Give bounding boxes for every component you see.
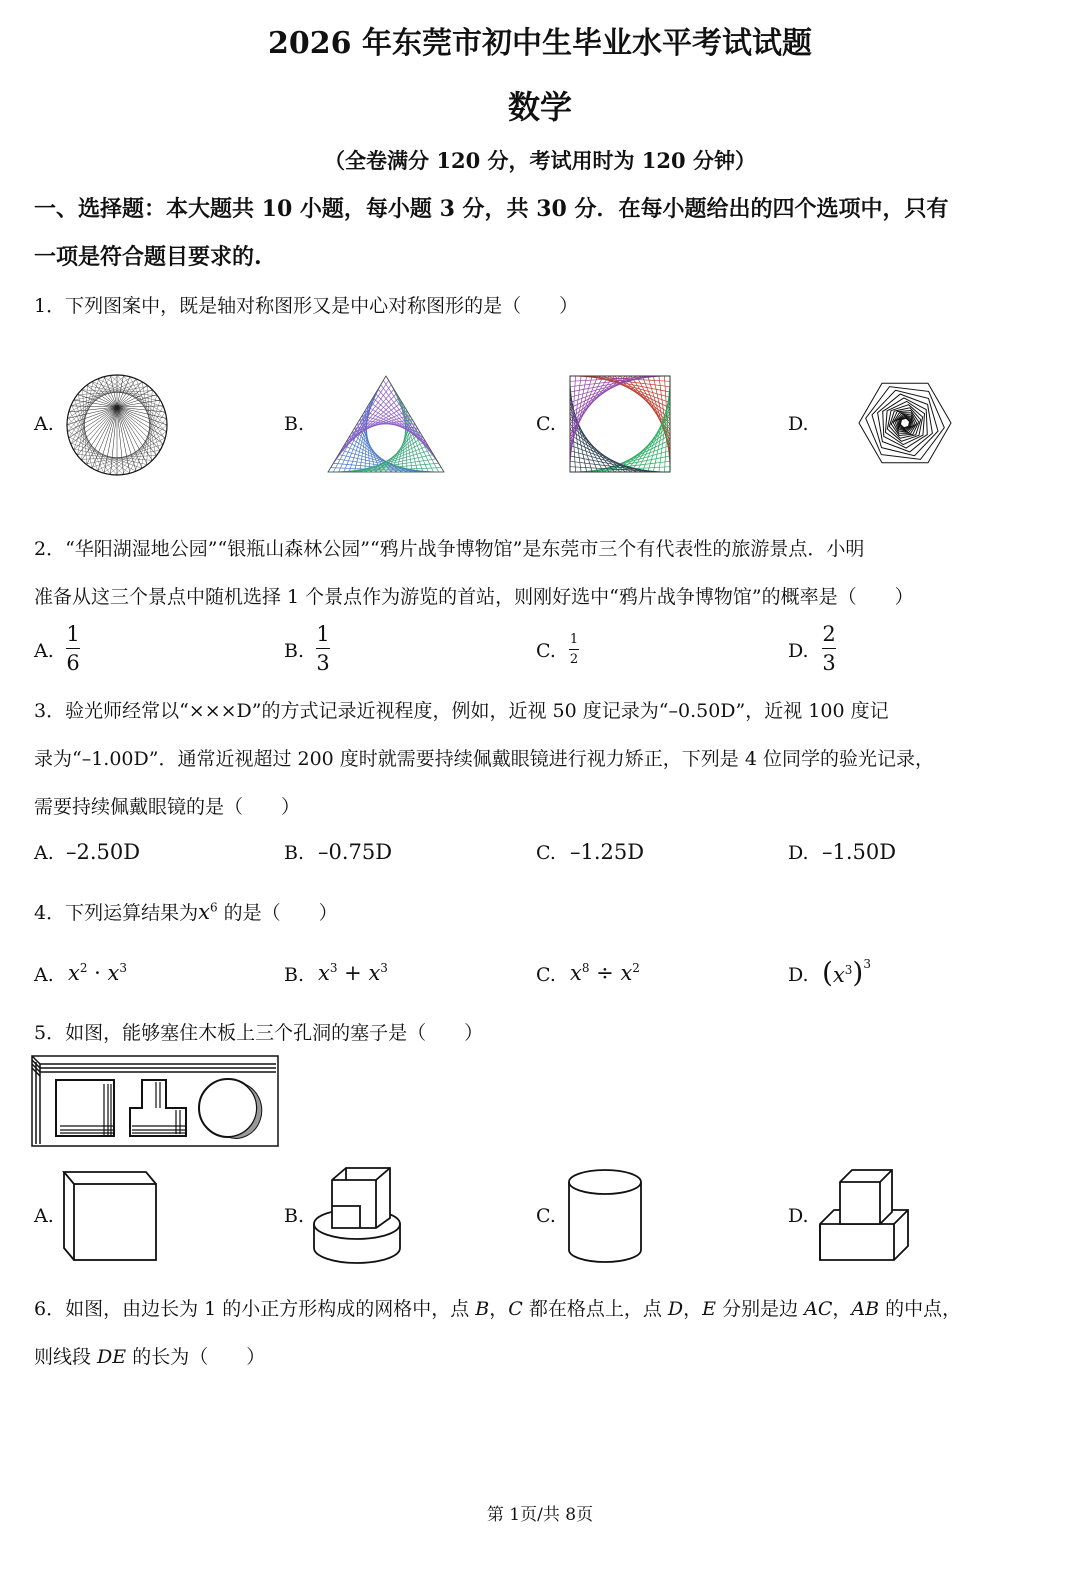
q3-option-c-label: C. xyxy=(536,842,556,864)
q1-stem: 1．下列图案中，既是轴对称图形又是中心对称图形的是（ ） xyxy=(34,295,579,317)
q4-option-d-label: D. xyxy=(788,964,809,986)
q3-option-b-label: B. xyxy=(284,842,305,864)
q1-figure-a-circle-pattern xyxy=(64,372,170,478)
q5-option-a-label: A. xyxy=(34,1205,54,1227)
q3-option-a-label: A. xyxy=(34,842,54,864)
q3-stem-line2: 录为“–1.00D”．通常近视超过 200 度时就需要持续佩戴眼镜进行视力矫正，下列是 4 位同学的验光记录， xyxy=(34,748,934,770)
section-heading-line2: 一项是符合题目要求的. xyxy=(34,244,262,270)
q4-option-a-expr: $x^2 \cdot x^3$ xyxy=(68,961,127,985)
q2-stem-line2: 准备从这三个景点中随机选择 1 个景点作为游览的首站，则刚好选中“鸦片战争博物馆”的概率是（ ） xyxy=(34,586,914,608)
q2-option-a-fraction: 1 6 xyxy=(66,622,80,675)
q5-option-d-stacked-blocks xyxy=(816,1164,912,1264)
q1-option-b-label: B. xyxy=(284,413,305,435)
q5-option-a-cube xyxy=(60,1168,160,1264)
q1-figure-b-triangle-pattern xyxy=(324,372,448,476)
q5-option-c-cylinder xyxy=(564,1166,646,1268)
q4-option-c-expr: $x^8 \div x^2$ xyxy=(570,961,640,985)
q1-option-c-label: C. xyxy=(536,413,556,435)
q1-figure-d-hexagon-pattern xyxy=(852,376,958,470)
q4-option-a-label: A. xyxy=(34,964,54,986)
q4-stem: 4．下列运算结果为$x^6$ 的是（ ） xyxy=(34,900,338,924)
q2-option-d-label: D. xyxy=(788,640,809,662)
q2-option-c-label: C. xyxy=(536,640,556,662)
q2-option-d-fraction: 2 3 xyxy=(822,622,836,675)
exam-title: 2026 年东莞市初中生毕业水平考试试题 xyxy=(268,26,812,61)
page-footer: 第 1页/共 8页 xyxy=(486,1505,594,1525)
q4-option-b-expr: $x^3 + x^3$ xyxy=(318,961,388,985)
q3-stem-line3: 需要持续佩戴眼镜的是（ ） xyxy=(34,796,301,818)
q5-option-b-label: B. xyxy=(284,1205,305,1227)
q4-option-b-label: B. xyxy=(284,964,305,986)
q1-option-d-label: D. xyxy=(788,413,809,435)
q5-board-with-holes xyxy=(30,1054,280,1150)
exam-note: （全卷满分 120 分，考试用时为 120 分钟） xyxy=(324,148,756,173)
q2-option-b-label: B. xyxy=(284,640,305,662)
q3-option-c-value: –1.25D xyxy=(570,840,645,864)
q5-stem: 5．如图，能够塞住木板上三个孔洞的塞子是（ ） xyxy=(34,1022,484,1044)
q6-stem-line1: 6．如图，由边长为 1 的小正方形构成的网格中，点 B，C 都在格点上，点 D，E 分别是边 AC，AB 的中点， xyxy=(34,1298,962,1320)
section-heading-line1: 一、选择题：本大题共 10 小题，每小题 3 分，共 30 分．在每小题给出的四个选项中，只有 xyxy=(34,196,949,222)
q4-option-c-label: C. xyxy=(536,964,556,986)
q3-stem-line1: 3．验光师经常以“×××D”的方式记录近视程度，例如，近视 50 度记录为“–0.50D”，近视 100 度记 xyxy=(34,700,889,722)
q2-option-a-label: A. xyxy=(34,640,54,662)
q2-option-c-fraction: 1 2 xyxy=(569,632,579,667)
q3-option-d-label: D. xyxy=(788,842,809,864)
q5-option-b-cylinder-step-block xyxy=(310,1162,404,1266)
q3-option-a-value: –2.50D xyxy=(66,840,141,864)
q2-option-b-fraction: 1 3 xyxy=(316,622,330,675)
q1-option-a-label: A. xyxy=(34,413,54,435)
q2-stem-line1: 2．“华阳湖湿地公园”“银瓶山森林公园”“鸦片战争博物馆”是东莞市三个有代表性的旅游景点．小明 xyxy=(34,538,865,560)
q1-figure-c-square-pattern xyxy=(568,374,672,474)
subject-title: 数学 xyxy=(507,88,572,126)
q4-option-d-expr: $(x^3)^3$ xyxy=(822,956,871,989)
q5-option-d-label: D. xyxy=(788,1205,809,1227)
q3-option-d-value: –1.50D xyxy=(822,840,897,864)
q5-option-c-label: C. xyxy=(536,1205,556,1227)
q3-option-b-value: –0.75D xyxy=(318,840,393,864)
q6-stem-line2: 则线段 DE 的长为（ ） xyxy=(34,1346,266,1368)
